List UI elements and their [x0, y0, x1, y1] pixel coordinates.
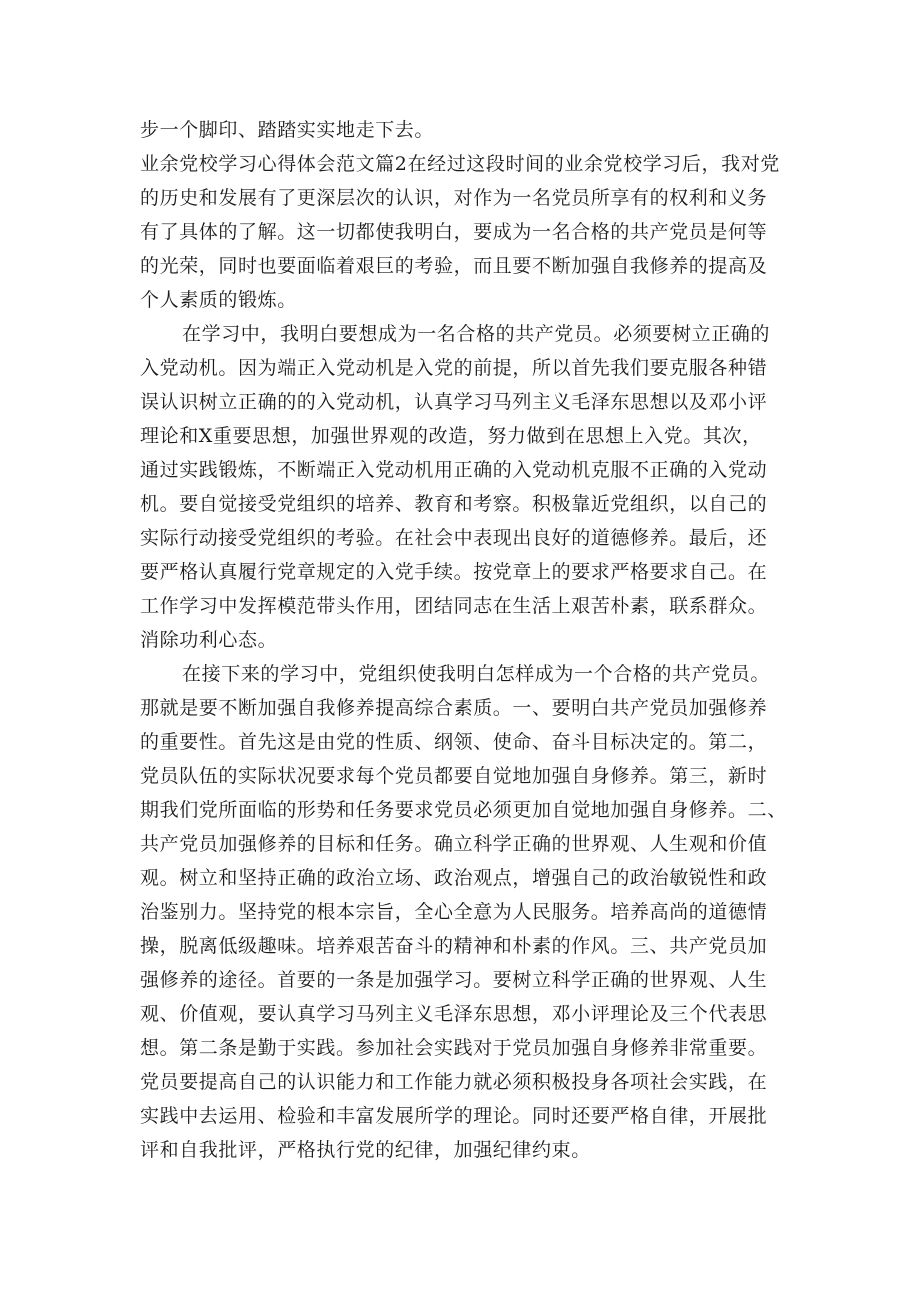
text-line: 实际行动接受党组织的考验。在社会中表现出良好的道德修养。最后，还 [140, 527, 768, 549]
text-line: 个人素质的锻炼。 [140, 289, 297, 311]
text-line: 党员队伍的实际状况要求每个党员都要自觉地加强自身修养。第三，新时 [140, 765, 768, 787]
text-line: 观。树立和坚持正确的政治立场、政治观点，增强自己的政治敏锐性和政 [140, 867, 768, 889]
text-line: 有了具体的了解。这一切都使我明白，要成为一名合格的共产党员是何等 [140, 221, 768, 243]
text-line: 期我们党所面临的形势和任务要求党员必须更加自觉地加强自身修养。二、 [140, 799, 787, 821]
text-line: 想。第二条是勤于实践。参加社会实践对于党员加强自身修养非常重要。 [140, 1037, 768, 1059]
text-line: 那就是要不断加强自我修养提高综合素质。一、要明白共产党员加强修养 [140, 697, 768, 719]
text-line: 机。要自觉接受党组织的培养、教育和考察。积极靠近党组织，以自己的 [140, 493, 768, 515]
text-line: 通过实践锻炼，不断端正入党动机用正确的入党动机克服不正确的入党动 [140, 459, 768, 481]
text-line: 评和自我批评，严格执行党的纪律，加强纪律约束。 [140, 1139, 591, 1161]
text-line: 操，脱离低级趣味。培养艰苦奋斗的精神和朴素的作风。三、共产党员加 [140, 935, 768, 957]
text-line: 的历史和发展有了更深层次的认识，对作为一名党员所享有的权利和义务 [140, 187, 768, 209]
text-line: 工作学习中发挥模范带头作用，团结同志在生活上艰苦朴素，联系群众。 [140, 595, 768, 617]
text-line: 消除功利心态。 [140, 629, 278, 651]
text-line: 理论和X重要思想，加强世界观的改造，努力做到在思想上入党。其次， [140, 425, 762, 447]
text-line: 治鉴别力。坚持党的根本宗旨，全心全意为人民服务。培养高尚的道德情 [140, 901, 768, 923]
text-line: 党员要提高自己的认识能力和工作能力就必须积极投身各项社会实践，在 [140, 1071, 768, 1093]
text-line: 实践中去运用、检验和丰富发展所学的理论。同时还要严格自律，开展批 [140, 1105, 768, 1127]
paragraph-first-line: 在学习中，我明白要想成为一名合格的共产党员。必须要树立正确的 [182, 323, 771, 345]
text-line: 入党动机。因为端正入党动机是入党的前提，所以首先我们要克服各种错 [140, 357, 768, 379]
text-line: 观、价值观，要认真学习马列主义毛泽东思想，邓小评理论及三个代表思 [140, 1003, 768, 1025]
text-line: 的光荣，同时也要面临着艰巨的考验，而且要不断加强自我修养的提高及 [140, 255, 768, 277]
text-line: 共产党员加强修养的目标和任务。确立科学正确的世界观、人生观和价值 [140, 833, 768, 855]
text-line: 步一个脚印、踏踏实实地走下去。 [140, 119, 435, 141]
text-line: 强修养的途径。首要的一条是加强学习。要树立科学正确的世界观、人生 [140, 969, 768, 991]
text-line: 业余党校学习心得体会范文篇2在经过这段时间的业余党校学习后，我对党 [140, 153, 780, 175]
text-line: 误认识树立正确的的入党动机，认真学习马列主义毛泽东思想以及邓小评 [140, 391, 768, 413]
text-line: 要严格认真履行党章规定的入党手续。按党章上的要求严格要求自己。在 [140, 561, 768, 583]
paragraph-first-line: 在接下来的学习中，党组织使我明白怎样成为一个合格的共产党员。 [182, 663, 771, 685]
text-line: 的重要性。首先这是由党的性质、纲领、使命、奋斗目标决定的。第二， [140, 731, 768, 753]
